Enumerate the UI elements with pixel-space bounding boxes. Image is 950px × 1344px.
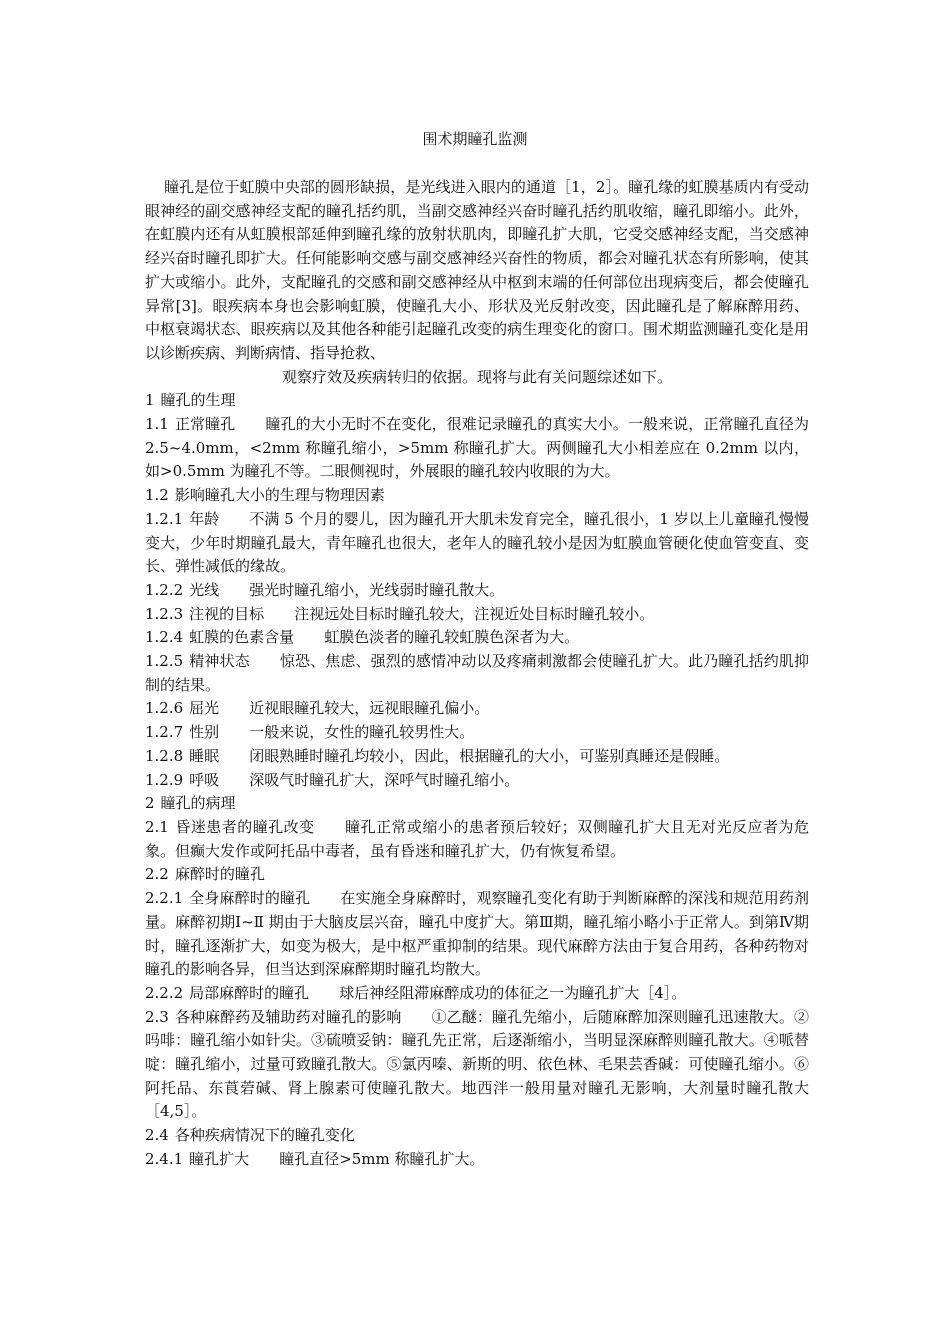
section-paragraph — [145, 1006, 809, 1125]
section-paragraph — [145, 745, 809, 769]
section-heading: 各种麻醉药及辅助药对瞳孔的影响 — [174, 1007, 402, 1026]
section-text: 瞳孔的大小无时不在变化，很难记录瞳孔的真实大小。一般来说，正常瞳孔直径为 2.5~4.0mm，<2mm 称瞳孔缩小，>5mm 称瞳孔扩大。两侧瞳孔大小相差应在 0.2mm 以内，如>0.5mm 为瞳孔不等。二眼侧视时，外展眼的瞳孔较内收眼的为大。 — [145, 415, 809, 481]
section-text: 在实施全身麻醉时，观察瞳孔变化有助于判断麻醉的深浅和规范用药剂量。麻醉初期Ⅰ~Ⅱ 期由于大脑皮层兴奋，瞳孔中度扩大。第Ⅲ期，瞳孔缩小略小于正常人。到第Ⅳ期时，瞳孔逐渐扩大，如变为极大，是中枢严重抑制的结果。现代麻醉方法由于复合用药，各种药物对瞳孔的影响各异，但当达到深麻醉期时瞳孔均散大。 — [145, 889, 809, 979]
section-heading: 局部麻醉时的瞳孔 — [189, 983, 310, 1002]
section-heading: 瞳孔的病理 — [160, 794, 236, 813]
section-text: 注视远处目标时瞳孔较大，注视近处目标时瞳孔较小。 — [294, 604, 655, 623]
section-paragraph — [145, 863, 809, 887]
section-heading: 瞳孔扩大 — [189, 1149, 250, 1168]
section-heading: 年龄 — [189, 509, 220, 528]
section-number: 2.2.1 — [145, 889, 184, 908]
section-text: 近视眼瞳孔较大，远视眼瞳孔偏小。 — [249, 699, 490, 718]
section-paragraph — [145, 982, 809, 1006]
section-number: 2.2 — [145, 865, 169, 884]
section-paragraph — [145, 1124, 809, 1148]
section-number: 1.2.5 — [145, 652, 184, 671]
section-number: 1.2.2 — [145, 580, 184, 599]
section-heading: 精神状态 — [189, 652, 250, 671]
document-title: 围术期瞳孔监测 — [422, 130, 528, 148]
section-text: 不满 5 个月的婴儿，因为瞳孔开大肌未发育完全，瞳孔很小，1 岁以上儿童瞳孔慢慢变大，少年时期瞳孔最大，青年瞳孔也很大，老年人的瞳孔较小是因为虹膜血管硬化使血管变直、变长、弹性减低的缘故。 — [145, 509, 809, 576]
section-number: 1.2.4 — [145, 628, 184, 647]
section-text: 闭眼熟睡时瞳孔均较小，因此，根据瞳孔的大小，可鉴别真睡还是假睡。 — [249, 746, 730, 765]
section-heading: 各种疾病情况下的瞳孔变化 — [174, 1126, 355, 1145]
section-paragraph — [145, 650, 809, 697]
section-paragraph — [145, 484, 809, 508]
section-number: 1.2.3 — [145, 604, 184, 623]
section-number: 1.2.9 — [145, 770, 184, 789]
section-paragraph — [145, 887, 809, 982]
section-number: 1.2.8 — [145, 746, 184, 765]
section-text: 瞳孔直径>5mm 称瞳孔扩大。 — [279, 1149, 485, 1168]
section-paragraph — [145, 508, 809, 579]
section-text: 一般来说，女性的瞳孔较男性大。 — [249, 723, 475, 742]
section-number: 1.1 — [145, 415, 169, 434]
section-paragraph — [145, 697, 809, 721]
section-heading: 性别 — [189, 723, 220, 742]
section-heading: 麻醉时的瞳孔 — [174, 865, 265, 884]
section-number: 1 — [145, 391, 155, 410]
section-heading: 睡眠 — [189, 746, 220, 765]
section-number: 2.1 — [145, 817, 169, 836]
intro-paragraph-last-line: 观察疗效及疾病转归的依据。现将与此有关问题综述如下。 — [281, 367, 672, 386]
section-paragraph — [145, 769, 809, 793]
section-paragraph — [145, 1148, 809, 1172]
section-heading: 正常瞳孔 — [174, 415, 236, 434]
section-heading: 影响瞳孔大小的生理与物理因素 — [174, 486, 385, 505]
section-paragraph — [145, 816, 809, 863]
section-paragraph — [145, 626, 809, 650]
section-number: 2.2.2 — [145, 983, 184, 1002]
section-paragraph — [145, 792, 809, 816]
section-heading: 昏迷患者的瞳孔改变 — [174, 817, 315, 836]
section-text: 惊恐、焦虑、强烈的感情冲动以及疼痛刺激都会使瞳孔扩大。此乃瞳孔括约肌抑制的结果。 — [145, 652, 809, 694]
section-heading: 光线 — [189, 580, 220, 599]
section-paragraph — [145, 579, 809, 603]
section-number: 1.2.6 — [145, 699, 184, 718]
section-number: 2.3 — [145, 1007, 169, 1026]
section-paragraph — [145, 413, 809, 484]
section-paragraph — [145, 389, 809, 413]
intro-paragraph: 瞳孔是位于虹膜中央部的圆形缺损，是光线进入眼内的通道［1，2］。瞳孔缘的虹膜基质内有受动眼神经的副交感神经支配的瞳孔括约肌，当副交感神经兴奋时瞳孔括约肌收缩，瞳孔即缩小。此外，在虹膜内还有从虹膜根部延伸到瞳孔缘的放射状肌肉，即瞳孔扩大肌，它受交感神经支配，当交感神经兴奋时瞳孔即扩大。任何能影响交感与副交感神经兴奋性的物质，都会对瞳孔状态有所影响，使其扩大或缩小。此外，支配瞳孔的交感和副交感神经从中枢到末端的任何部位出现病变后，都会使瞳孔异常[3]。眼疾病本身也会影响虹膜，使瞳孔大小、形状及光反射改变，因此瞳孔是了解麻醉用药、中枢衰竭状态、眼疾病以及其他各种能引起瞳孔改变的病生理变化的窗口。围术期监测瞳孔变化是用以诊断疾病、判断病情、指导抢救、 — [145, 178, 809, 362]
section-text: ①乙醚：瞳孔先缩小，后随麻醉加深则瞳孔迅速散大。②吗啡：瞳孔缩小如针尖。③硫喷妥钠：瞳孔先正常，后逐渐缩小，当明显深麻醉则瞳孔散大。④哌替啶：瞳孔缩小，过量可致瞳孔散大。⑤氯丙嗪、新斯的明、依色林、毛果芸香碱：可使瞳孔缩小。⑥阿托品、东莨菪碱、肾上腺素可使瞳孔散大。地西泮一般用量对瞳孔无影响，大剂量时瞳孔散大［4,5］。 — [145, 1007, 809, 1121]
section-paragraph — [145, 721, 809, 745]
section-text: 强光时瞳孔缩小，光线弱时瞳孔散大。 — [249, 580, 505, 599]
section-heading: 呼吸 — [189, 770, 220, 789]
section-text: 深吸气时瞳孔扩大，深呼气时瞳孔缩小。 — [249, 770, 520, 789]
section-heading: 注视的目标 — [189, 604, 265, 623]
section-list — [145, 389, 809, 1171]
section-number: 1.2.1 — [145, 509, 184, 528]
section-text: 球后神经阻滞麻醉成功的体征之一为瞳孔扩大［4］。 — [339, 983, 687, 1002]
section-number: 2.4 — [145, 1126, 169, 1145]
section-number: 2 — [145, 794, 155, 813]
section-heading: 瞳孔的生理 — [160, 391, 236, 410]
document-body — [145, 176, 809, 1172]
section-number: 1.2.7 — [145, 723, 184, 742]
section-number: 2.4.1 — [145, 1149, 184, 1168]
section-heading: 虹膜的色素含量 — [189, 628, 295, 647]
section-number: 1.2 — [145, 486, 169, 505]
section-heading: 全身麻醉时的瞳孔 — [189, 889, 311, 908]
section-paragraph — [145, 603, 809, 627]
section-text: 瞳孔正常或缩小的患者预后较好；双侧瞳孔扩大且无对光反应者为危象。但癫大发作或阿托品中毒者，虽有昏迷和瞳孔扩大，仍有恢复希望。 — [145, 817, 809, 860]
section-heading: 屈光 — [189, 699, 220, 718]
section-text: 虹膜色淡者的瞳孔较虹膜色深者为大。 — [324, 628, 580, 647]
